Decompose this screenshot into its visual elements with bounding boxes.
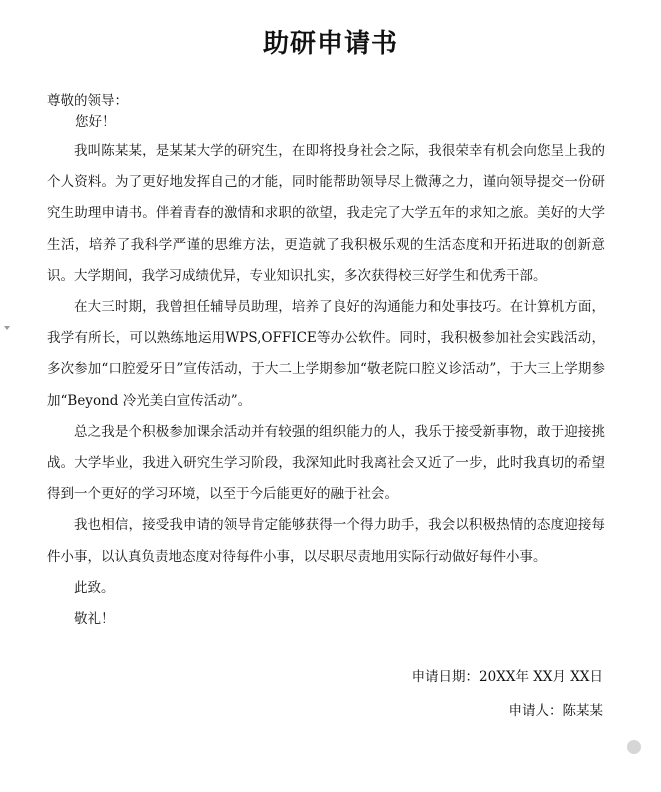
applicant-name: 申请人：陈某某 [508, 703, 603, 719]
logo-icon [627, 740, 641, 754]
closing-jingli: 敬礼！ [74, 611, 115, 628]
document-title: 助研申请书 [262, 29, 398, 59]
paragraph-2: 在大三时期，我曾担任辅导员助理，培养了良好的沟通能力和处事技巧。在计算机方面，我学有所长，可以熟练地运用WPS,OFFICE等办公软件。同时，我积极参加社会实践活动，多次参加“口腔爱牙日”宣传活动，于大二上学期参加“敬老院口腔义诊活动”，于大三上学期参加“Beyond 冷光美白宣传活动”。 [47, 299, 605, 409]
letter-body [47, 136, 605, 635]
paragraph-1: 我叫陈某某，是某某大学的研究生，在即将投身社会之际，我很荣幸有机会向您呈上我的个人资料。为了更好地发挥自己的才能，同时能帮助领导尽上微薄之力，谨向领导提交一份研究生助理申请书。伴着青春的激情和求职的欲望，我走完了大学五年的求知之旅。美好的大学生活，培养了我科学严谨的思维方法，更造就了我积极乐观的生活态度和开拓进取的创新意识。大学期间，我学习成绩优异，专业知识扎实，多次获得校三好学生和优秀干部。 [47, 143, 605, 284]
watermark [627, 738, 641, 756]
paragraph-4: 我也相信，接受我申请的领导肯定能够获得一个得力助手，我会以积极热情的态度迎接每件小事，以认真负责地态度对待每件小事，以尽职尽责地用实际行动做好每件小事。 [47, 517, 605, 565]
greeting: 您好！ [75, 114, 116, 130]
paragraph-3: 总之我是个积极参加课余活动并有较强的组织能力的人，我乐于接受新事物，敢于迎接挑战。大学毕业，我进入研究生学习阶段，我深知此时我离社会又近了一步，此时我真切的希望得到一个更好的学习环境，以至于今后能更好的融于社会。 [47, 423, 605, 503]
margin-marker-icon [4, 326, 10, 330]
application-date: 申请日期：20XX年 XX月 XX日 [411, 669, 603, 685]
salutation: 尊敬的领导： [47, 93, 128, 109]
closing-zhizhi: 此致。 [74, 579, 115, 596]
